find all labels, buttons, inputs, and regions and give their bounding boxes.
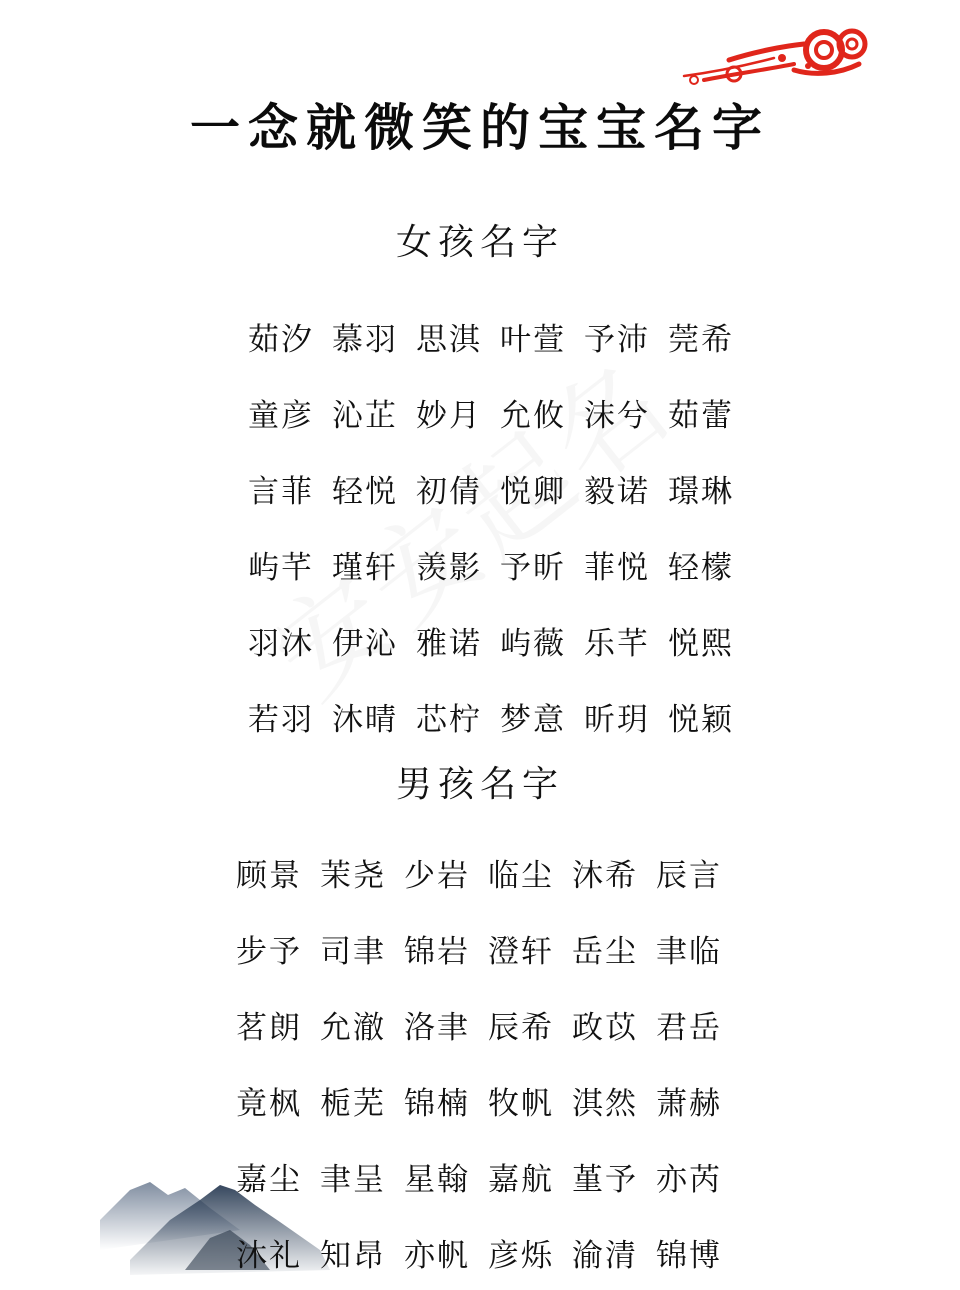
name-item: 聿临	[656, 933, 722, 970]
name-item: 亦帆	[404, 1237, 470, 1274]
name-item: 雅诺	[416, 625, 482, 662]
name-item: 屿芊	[248, 549, 314, 586]
name-item: 堇予	[572, 1161, 638, 1198]
name-item: 澄轩	[488, 933, 554, 970]
name-item: 沐礼	[236, 1237, 302, 1274]
name-item: 轻悦	[332, 473, 398, 510]
name-item: 言菲	[248, 473, 314, 510]
girl-names-heading: 女孩名字	[395, 222, 564, 263]
name-item: 嘉航	[488, 1161, 554, 1198]
name-item: 沐晴	[332, 701, 398, 738]
name-item: 淇然	[572, 1085, 638, 1122]
name-item: 锦楠	[404, 1085, 470, 1122]
name-item: 允攸	[500, 397, 566, 434]
name-item: 伊沁	[332, 625, 398, 662]
name-item: 锦岩	[404, 933, 470, 970]
name-row	[248, 678, 752, 754]
name-item: 辰希	[488, 1009, 554, 1046]
name-item: 轻檬	[668, 549, 734, 586]
name-item: 妙月	[416, 397, 482, 434]
name-item: 毅诺	[584, 473, 650, 510]
name-item: 乐芊	[584, 625, 650, 662]
name-item: 瑾轩	[332, 549, 398, 586]
name-item: 菲悦	[584, 549, 650, 586]
name-row	[236, 1214, 740, 1290]
name-item: 思淇	[416, 321, 482, 358]
name-item: 茹蕾	[668, 397, 734, 434]
name-item: 沫兮	[584, 397, 650, 434]
name-item: 童彦	[248, 397, 314, 434]
name-row	[248, 602, 752, 678]
name-item: 悦卿	[500, 473, 566, 510]
name-item: 茉尧	[320, 857, 386, 894]
name-item: 亦芮	[656, 1161, 722, 1198]
name-row	[236, 1062, 740, 1138]
name-item: 牧帆	[488, 1085, 554, 1122]
name-item: 羡影	[416, 549, 482, 586]
name-item: 屿薇	[500, 625, 566, 662]
name-item: 嘉尘	[236, 1161, 302, 1198]
name-item: 若羽	[248, 701, 314, 738]
name-item: 竟枫	[236, 1085, 302, 1122]
name-item: 悦熙	[668, 625, 734, 662]
name-item: 司聿	[320, 933, 386, 970]
name-item: 知昂	[320, 1237, 386, 1274]
name-item: 步予	[236, 933, 302, 970]
name-item: 顾景	[236, 857, 302, 894]
name-item: 沐希	[572, 857, 638, 894]
name-item: 洛聿	[404, 1009, 470, 1046]
name-item: 初倩	[416, 473, 482, 510]
boy-names-grid	[236, 834, 740, 1290]
name-row	[236, 834, 740, 910]
name-item: 岳尘	[572, 933, 638, 970]
name-item: 莞希	[668, 321, 734, 358]
name-item: 茗朗	[236, 1009, 302, 1046]
page-title: 一念就微笑的宝宝名字	[190, 98, 770, 157]
name-item: 予昕	[500, 549, 566, 586]
name-item: 星翰	[404, 1161, 470, 1198]
name-item: 君岳	[656, 1009, 722, 1046]
name-item: 予沛	[584, 321, 650, 358]
name-item: 昕玥	[584, 701, 650, 738]
name-item: 璟琳	[668, 473, 734, 510]
name-item: 梦意	[500, 701, 566, 738]
name-item: 渝清	[572, 1237, 638, 1274]
name-item: 萧赫	[656, 1085, 722, 1122]
name-row	[248, 526, 752, 602]
name-item: 辰言	[656, 857, 722, 894]
name-row	[248, 298, 752, 374]
name-item: 叶萱	[500, 321, 566, 358]
name-row	[236, 910, 740, 986]
name-item: 锦博	[656, 1237, 722, 1274]
name-item: 羽沐	[248, 625, 314, 662]
name-item: 彦烁	[488, 1237, 554, 1274]
girl-names-grid	[248, 298, 752, 754]
name-item: 栀芜	[320, 1085, 386, 1122]
name-item: 芯柠	[416, 701, 482, 738]
name-item: 茹汐	[248, 321, 314, 358]
name-row	[236, 1138, 740, 1214]
name-item: 慕羽	[332, 321, 398, 358]
name-item: 允澈	[320, 1009, 386, 1046]
name-row	[248, 450, 752, 526]
name-item: 政苡	[572, 1009, 638, 1046]
name-item: 悦颖	[668, 701, 734, 738]
name-item: 沁芷	[332, 397, 398, 434]
name-row	[236, 986, 740, 1062]
name-item: 少岩	[404, 857, 470, 894]
name-item: 临尘	[488, 857, 554, 894]
name-item: 聿呈	[320, 1161, 386, 1198]
boy-names-heading: 男孩名字	[395, 764, 564, 805]
red-auspicious-cloud-icon	[674, 14, 874, 94]
name-row	[248, 374, 752, 450]
